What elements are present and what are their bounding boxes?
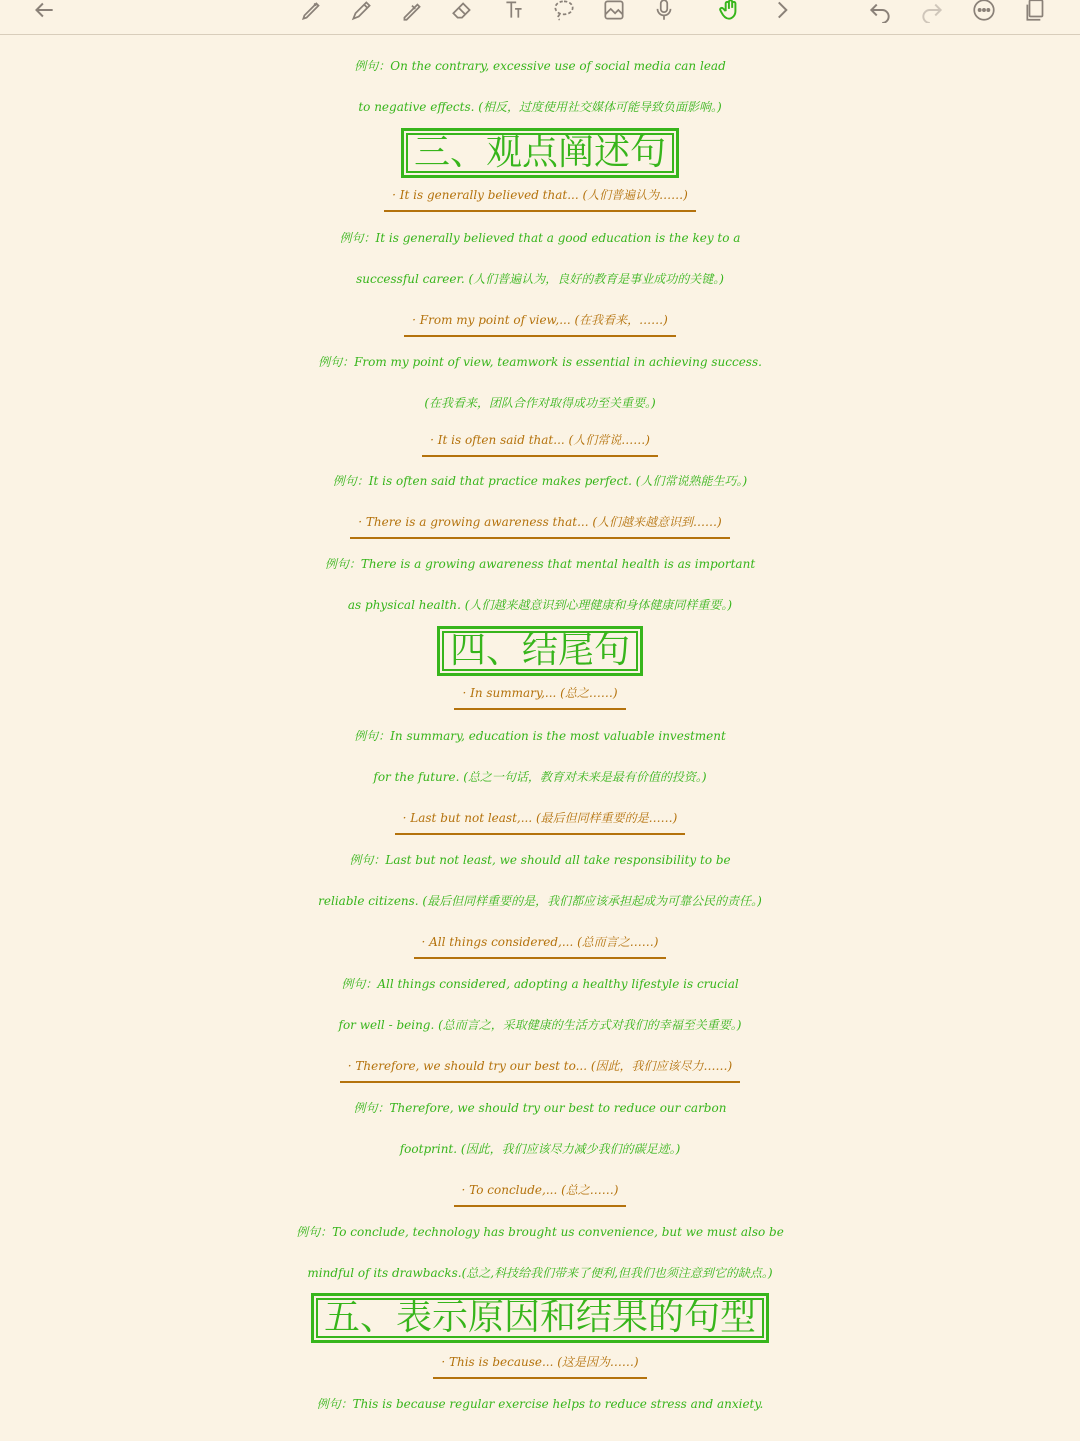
phrase-item: · It is generally believed that... (人们普遍认为……) — [0, 179, 1080, 212]
phrase-item: · It is often said that... (人们常说……) — [0, 424, 1080, 457]
phrase-item: · In summary,... (总之……) — [0, 677, 1080, 710]
phrase-item: · Last but not least,... (最后但同样重要的是……) — [0, 802, 1080, 835]
example-sentence: 例句：On the contrary, excessive use of social media can lead — [354, 59, 726, 73]
note-toolbar — [0, 0, 1080, 35]
eraser-icon[interactable] — [444, 0, 480, 28]
phrase-item: · All things considered,... (总而言之……) — [0, 926, 1080, 959]
example-sentence: mindful of its drawbacks.(总之,科技给我们带来了便利,但我们也须注意到它的缺点。) — [307, 1266, 773, 1280]
lasso-icon[interactable] — [546, 0, 582, 28]
example-sentence: successful career. (人们普遍认为，良好的教育是事业成功的关键。) — [356, 272, 724, 286]
image-icon[interactable] — [596, 0, 632, 28]
phrase-item: · This is because... (这是因为……) — [0, 1346, 1080, 1379]
example-sentence: for the future. (总之一句话，教育对未来是最有价值的投资。) — [373, 770, 707, 784]
pen-icon[interactable] — [294, 0, 330, 28]
example-sentence: to negative effects. (相反，过度使用社交媒体可能导致负面影响。) — [358, 100, 722, 114]
example-sentence: as physical health. (人们越来越意识到心理健康和身体健康同样重要。) — [347, 598, 733, 612]
undo-icon[interactable] — [862, 0, 898, 28]
example-sentence: reliable citizens. (最后但同样重要的是，我们都应该承担起成为可靠公民的责任。) — [318, 894, 762, 908]
phrase-item: · From my point of view,... (在我看来，……) — [0, 304, 1080, 337]
example-sentence: 例句：All things considered, adopting a healthy lifestyle is crucial — [341, 977, 739, 991]
example-sentence: footprint. (因此，我们应该尽力减少我们的碳足迹。) — [399, 1142, 681, 1156]
section-heading-3: 三、观点阐述句 — [0, 128, 1080, 178]
section-heading-5: 五、表示原因和结果的句型 — [0, 1293, 1080, 1343]
phrase-item: · To conclude,... (总之……) — [0, 1174, 1080, 1207]
back-arrow-icon[interactable] — [26, 0, 62, 28]
section-heading-4: 四、结尾句 — [0, 626, 1080, 676]
phrase-item: · Therefore, we should try our best to... (因此，我们应该尽力……) — [0, 1050, 1080, 1083]
example-sentence: for well - being. (总而言之，采取健康的生活方式对我们的幸福至关重要。) — [338, 1018, 742, 1032]
example-sentence: 例句：In summary, education is the most valuable investment — [354, 729, 726, 743]
example-sentence: 例句：It is often said that practice makes perfect. (人们常说熟能生巧。) — [332, 474, 748, 488]
hand-icon[interactable] — [712, 0, 748, 28]
more-icon[interactable] — [966, 0, 1002, 28]
example-sentence: (在我看来，团队合作对取得成功至关重要。) — [424, 396, 656, 410]
text-icon[interactable] — [496, 0, 532, 28]
note-page — [0, 34, 1080, 1441]
example-sentence: 例句：Last but not least, we should all take responsibility to be — [349, 853, 731, 867]
chevron-right-icon[interactable] — [764, 0, 800, 28]
example-sentence: 例句：There is a growing awareness that mental health is as important — [324, 557, 756, 571]
example-sentence: 例句：Therefore, we should try our best to reduce our carbon — [353, 1101, 727, 1115]
example-sentence: 例句：It is generally believed that a good education is the key to a — [339, 231, 741, 245]
pages-icon[interactable] — [1018, 0, 1054, 28]
example-sentence: 例句：This is because regular exercise helps to reduce stress and anxiety. — [316, 1397, 764, 1411]
example-sentence: 例句：From my point of view, teamwork is essential in achieving success. — [318, 355, 762, 369]
example-sentence: 例句：To conclude, technology has brought us convenience, but we must also be — [296, 1225, 784, 1239]
redo-icon[interactable] — [914, 0, 950, 28]
phrase-item: · There is a growing awareness that... (人们越来越意识到……) — [0, 506, 1080, 539]
highlighter-icon[interactable] — [394, 0, 430, 28]
microphone-icon[interactable] — [646, 0, 682, 28]
pencil-icon[interactable] — [344, 0, 380, 28]
